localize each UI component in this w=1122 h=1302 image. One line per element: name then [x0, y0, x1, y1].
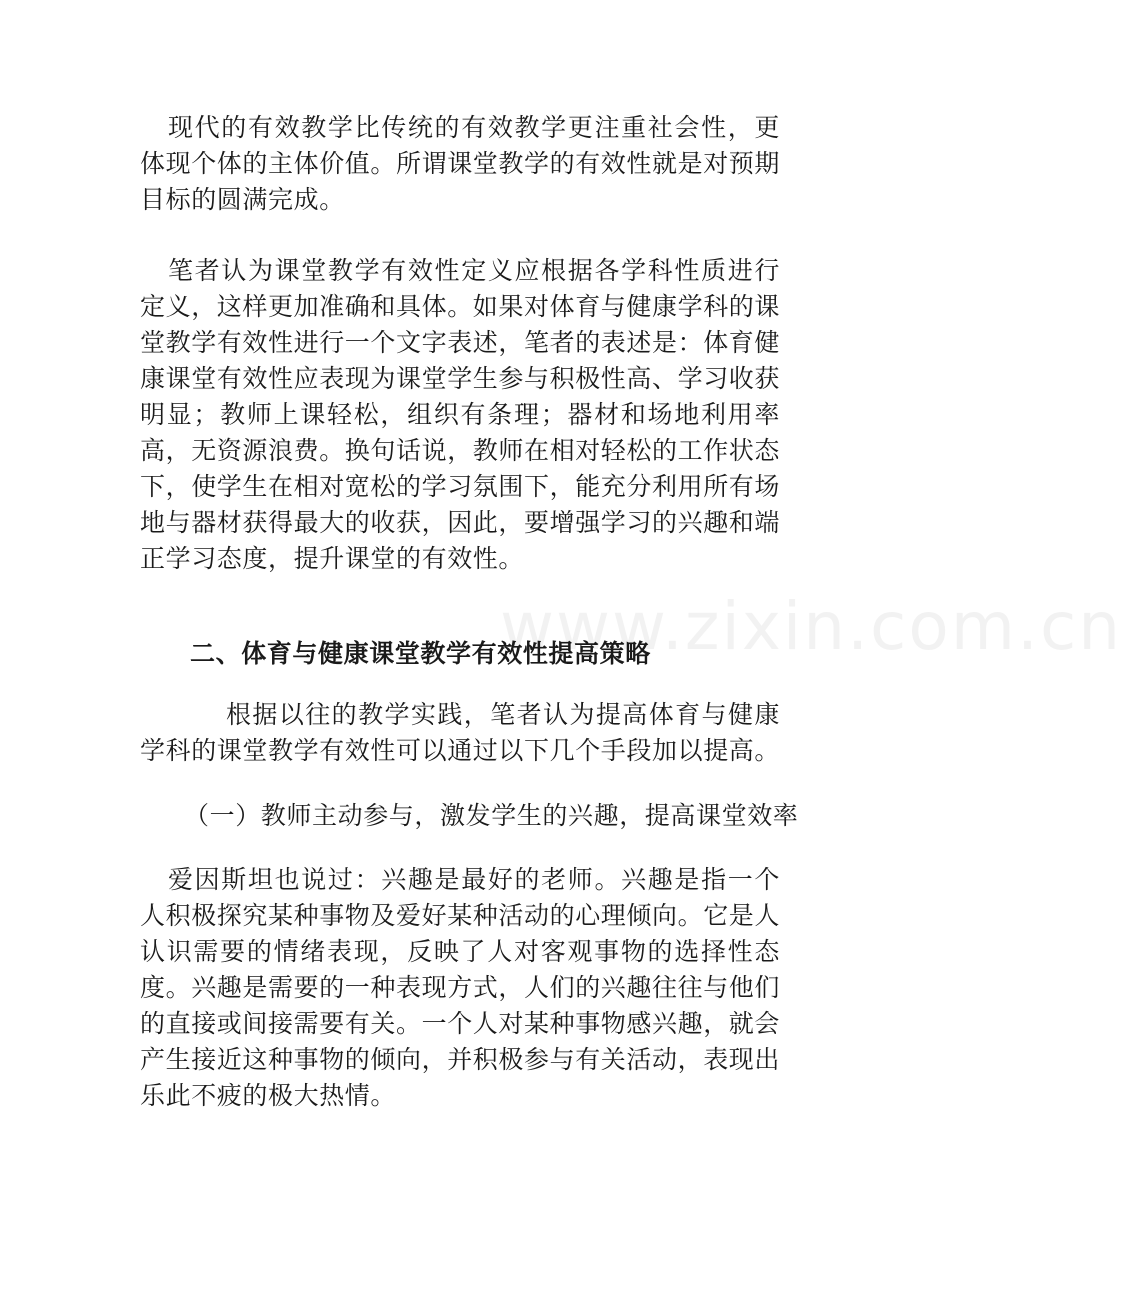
paragraph-author-definition: 笔者认为课堂教学有效性定义应根据各学科性质进行定义，这样更加准确和具体。如果对体育与健康学科的课堂教学有效性进行一个文字表述，笔者的表述是：体育健康课堂有效性应表现为课堂学生参与积极性高、学习收获明显；教师上课轻松，组织有条理；器材和场地利用率高，无资源浪费。换句话说，教师在相对轻松的工作状态下，使学生在相对宽松的学习氛围下，能充分利用所有场地与器材获得最大的收获，因此，要增强学习的兴趣和端正学习态度，提升课堂的有效性。 [140, 256, 781, 573]
paragraph-strategy-intro: 根据以往的教学实践，笔者认为提高体育与健康学科的课堂教学有效性可以通过以下几个手段加以提高。 [140, 700, 781, 765]
paragraph-interest: 爱因斯坦也说过：兴趣是最好的老师。兴趣是指一个人积极探究某种事物及爱好某种活动的心理倾向。它是人认识需要的情绪表现，反映了人对客观事物的选择性态度。兴趣是需要的一种表现方式，人们的兴趣往往与他们的直接或间接需要有关。一个人对某种事物感兴趣，就会产生接近这种事物的倾向，并积极参与有关活动，表现出乐此不疲的极大热情。 [140, 865, 781, 1110]
paragraph-effective-teaching: 现代的有效教学比传统的有效教学更注重社会性，更体现个体的主体价值。所谓课堂教学的有效性就是对预期目标的圆满完成。 [140, 113, 781, 214]
watermark: www.zixin.com.cn [500, 588, 1122, 665]
section-heading: 二、体育与健康课堂教学有效性提高策略 [190, 639, 651, 668]
subsection-heading: （一）教师主动参与，激发学生的兴趣，提高课堂效率 [184, 801, 799, 830]
